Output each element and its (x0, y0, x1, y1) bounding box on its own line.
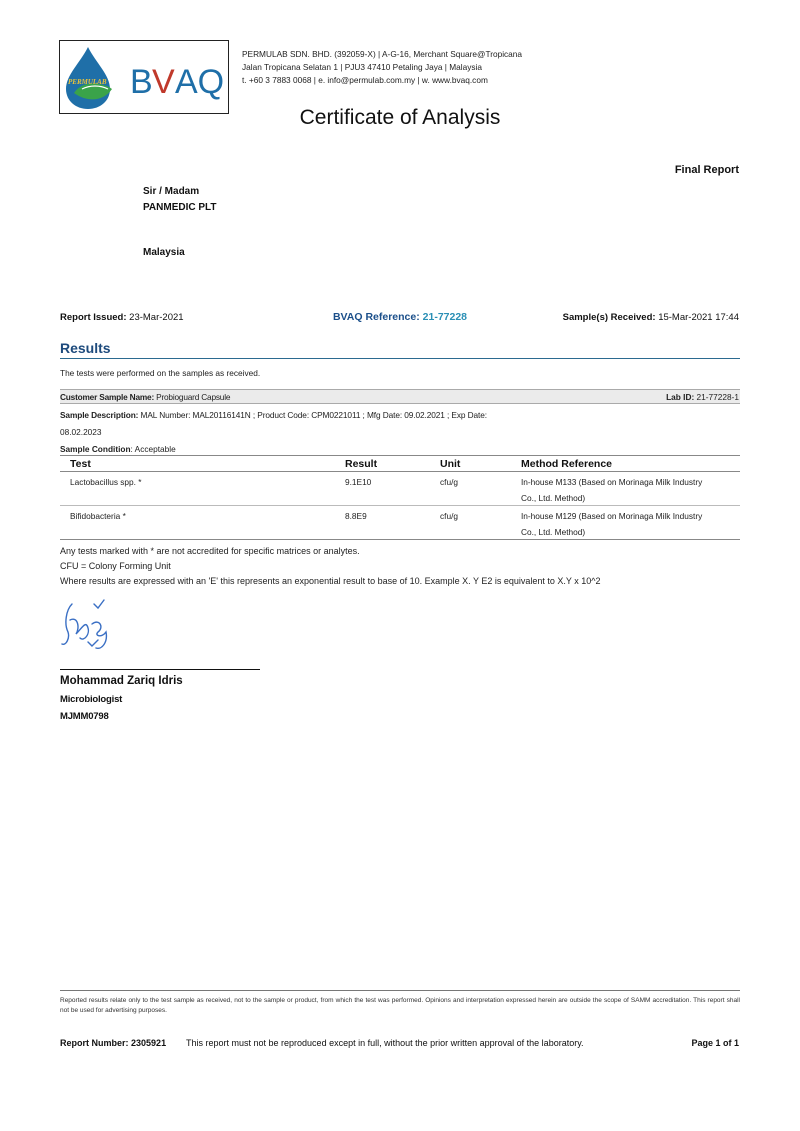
row-method-line: Co., Ltd. Method) (521, 527, 586, 537)
note-cfu: CFU = Colony Forming Unit (60, 561, 171, 571)
bvaq-reference-value: 21-77228 (422, 311, 468, 323)
row-method-line: Co., Ltd. Method) (521, 493, 586, 503)
reproduction-notice: This report must not be reproduced except in full, without the prior written approval of the laboratory. (186, 1038, 584, 1048)
table-row-rule (60, 505, 740, 506)
row-method-line: In-house M129 (Based on Morinaga Milk Industry (521, 511, 703, 521)
sample-description (60, 410, 487, 420)
column-header-unit: Unit (440, 458, 461, 470)
sample-description-cont: 08.02.2023 (60, 427, 102, 437)
sample-condition-value: : Acceptable (130, 444, 176, 454)
customer-sample-value: Probioguard Capsule (156, 392, 231, 402)
bvaq-reference-label: BVAQ Reference: (332, 311, 420, 323)
company-logo (59, 40, 229, 114)
page-number: Page 1 of 1 (691, 1038, 739, 1048)
column-header-test: Test (70, 458, 91, 470)
company-address-line: PERMULAB SDN. BHD. (392059-X) | A-G-16, Merchant Square@Tropicana (242, 49, 523, 59)
row-unit: cfu/g (440, 477, 458, 487)
table-bottom-rule (60, 539, 740, 540)
signature-line (60, 669, 260, 670)
sample-description-label: Sample Description: (60, 410, 139, 420)
results-intro: The tests were performed on the samples as received. (60, 368, 261, 378)
svg-text:AQ: AQ (175, 63, 225, 101)
company-address-line: Jalan Tropicana Selatan 1 | PJU3 47410 Petaling Jaya | Malaysia (242, 62, 482, 72)
column-header-method: Method Reference (521, 458, 613, 470)
lab-id-label: Lab ID: (666, 392, 695, 402)
signatory-code: MJMM0798 (60, 711, 109, 722)
row-method (521, 508, 702, 540)
results-heading: Results (60, 340, 111, 356)
row-result: 9.1E10 (345, 477, 372, 487)
footer-divider (60, 990, 740, 991)
samples-received (563, 312, 739, 323)
results-divider (60, 358, 740, 359)
column-header-result: Result (345, 458, 378, 470)
report-number (60, 1038, 166, 1048)
recipient-country: Malaysia (143, 247, 185, 258)
table-top-rule (60, 455, 740, 456)
note-exponential: Where results are expressed with an 'E' this represents an exponential result to base of 10. Example X. Y E2 is equivalent to X.Y x 10^2 (60, 576, 601, 586)
row-test-name: Lactobacillus spp. * (70, 477, 142, 487)
row-unit: cfu/g (440, 511, 458, 521)
sample-description-value: MAL Number: MAL20116141N ; Product Code: CPM0221011 ; Mfg Date: 09.02.2021 ; Exp Date: (140, 410, 487, 420)
sample-condition (60, 444, 176, 454)
signatory-role: Microbiologist (60, 694, 123, 705)
svg-text:V: V (152, 63, 175, 101)
lab-id-value: 21-77228-1 (696, 392, 739, 402)
row-method (521, 474, 702, 506)
recipient-salutation: Sir / Madam (143, 186, 200, 197)
customer-sample-name (60, 392, 230, 402)
lab-id (666, 392, 739, 402)
water-drop-logo-icon (60, 41, 227, 112)
svg-text:B: B (130, 63, 153, 101)
document-title: Certificate of Analysis (299, 106, 501, 129)
disclaimer-text: Reported results relate only to the test sample as received, not to the sample or product, from which the test was performed. Opinions and interpretation expressed herein are outside the scope of SAMM accreditation. This report shall not be used for advertising purposes. (60, 997, 740, 1014)
report-number-label: Report Number: (60, 1038, 129, 1048)
note-accreditation: Any tests marked with * are not accredited for specific matrices or analytes. (60, 546, 360, 556)
permulab-logo-text: PERMULAB (68, 78, 107, 86)
report-number-value: 2305921 (131, 1038, 167, 1048)
company-contact-line: t. +60 3 7883 0068 | e. info@permulab.com.my | w. www.bvaq.com (242, 75, 488, 85)
company-details (242, 48, 522, 87)
report-status: Final Report (674, 164, 739, 176)
row-result: 8.8E9 (345, 511, 367, 521)
recipient-company: PANMEDIC PLT (143, 202, 217, 213)
table-header-rule (60, 471, 740, 472)
customer-sample-label: Customer Sample Name: (60, 392, 155, 402)
sample-condition-label: Sample Condition (60, 444, 131, 454)
report-issued-value: 23-Mar-2021 (129, 312, 184, 323)
signature-image (58, 598, 118, 658)
signatory-name: Mohammad Zariq Idris (60, 675, 183, 687)
row-method-line: In-house M133 (Based on Morinaga Milk Industry (521, 477, 703, 487)
samples-received-value: 15-Mar-2021 17:44 (658, 312, 739, 323)
report-issued-label: Report Issued: (60, 312, 127, 323)
row-test-name: Bifidobacteria * (70, 511, 126, 521)
samples-received-label: Sample(s) Received: (562, 312, 656, 323)
